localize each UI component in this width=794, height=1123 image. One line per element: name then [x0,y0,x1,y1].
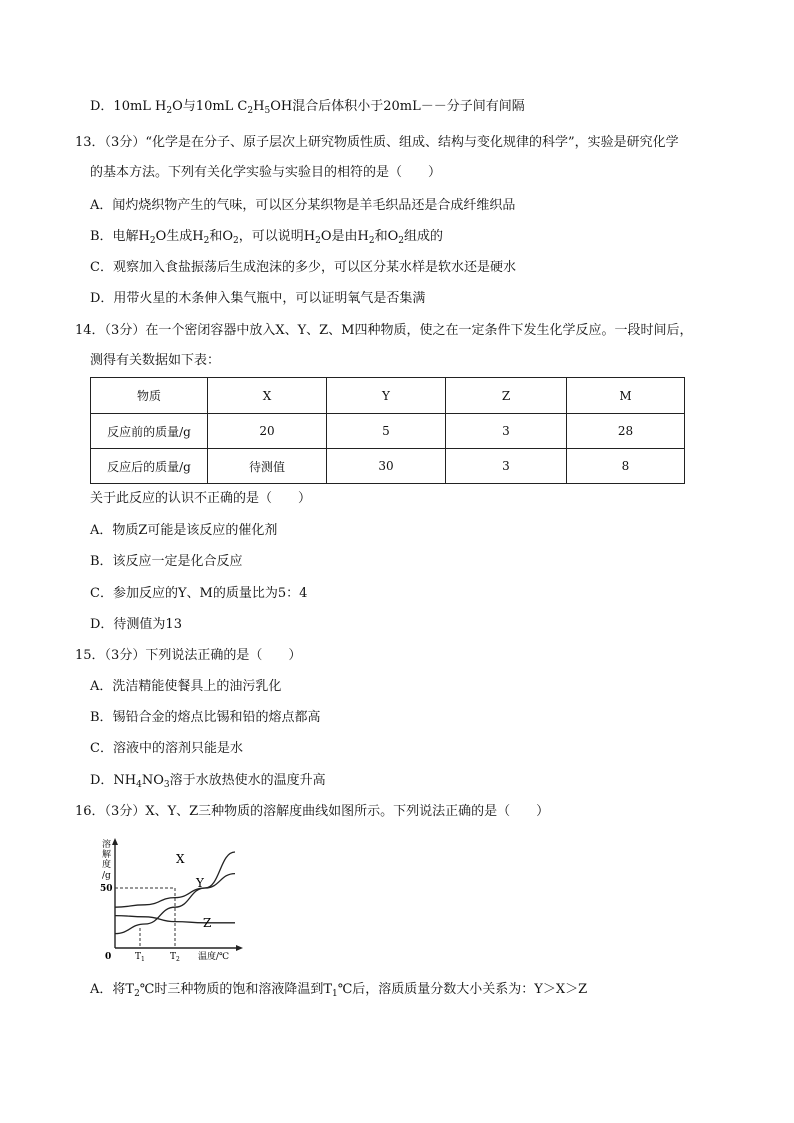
q14-stem-line1: 14．（3分）在一个密闭容器中放入X、Y、Z、M四种物质，使之在一定条件下发生化学反应。一段时间后， [75,323,693,338]
ylabel-char: 度 [102,860,112,870]
table-cell: 28 [567,414,685,449]
table-header-cell: Z [446,378,567,414]
table-header-row [91,378,685,414]
table-cell: 反应前的质量/g [91,414,208,449]
ylabel-char: 解 [102,850,112,860]
q14-option-a: A．物质Z可能是该反应的催化剂 [90,523,278,538]
q15-option-a: A．洗洁精能使餐具上的油污乳化 [90,679,282,694]
table-cell: 5 [327,414,446,449]
ylabel-char: 溶 [102,840,112,850]
q14-stem-line2: 测得有关数据如下表： [90,353,221,368]
q15-stem: 15．（3分）下列说法正确的是（ ） [75,648,302,663]
series-label-z: Z [203,916,212,930]
y-axis-arrow [112,838,118,845]
x-axis-arrow [236,945,243,951]
q13-option-b: B．电解$H_2O$生成$H_2$和$O_2$，可以说明$H_2O$是由$H_2$和$O_2$组成的 [90,229,443,246]
table-cell: 待测值 [208,449,327,484]
origin-label: 0 [105,952,112,962]
x-axis-label: 温度/℃ [198,952,230,962]
q14-question: 关于此反应的认识不正确的是（ ） [90,491,312,506]
table-cell: 3 [446,414,567,449]
y-tick-label-50: 50 [100,884,113,894]
table-header-cell: M [567,378,685,414]
table-cell: 8 [567,449,685,484]
q14-option-d: D．待测值为13 [90,617,182,632]
q14-option-b: B．该反应一定是化合反应 [90,554,243,569]
series-label-y: Y [196,876,204,890]
series-label-x: X [176,852,185,866]
solubility-chart [100,838,245,963]
ylabel-char: /g [102,871,111,881]
q15-option-b: B．锡铅合金的熔点比锡和铅的熔点都高 [90,710,321,725]
x-tick-label-t2: $T_2$ [170,952,180,963]
table-cell: 30 [327,449,446,484]
table-cell: 20 [208,414,327,449]
q13-option-c: C．观察加入食盐振荡后生成泡沫的多少，可以区分某水样是软水还是硬水 [90,260,516,275]
q13-option-d: D．用带火星的木条伸入集气瓶中，可以证明氧气是否集满 [90,291,426,306]
table-cell: 反应后的质量/g [91,449,208,484]
x-tick-label-t1: $T_1$ [135,952,145,963]
q13-stem-line2: 的基本方法。下列有关化学实验与实验目的相符的是（ ） [90,165,442,180]
q15-option-d: D．$NH_4NO_3$溶于水放热使水的温度升高 [90,773,326,790]
q12-option-d: D．10mL $H_2O$与10mL $C_2H_5OH$混合后体积小于20mL－－分子间有间隔 [90,99,525,116]
q16-option-a: A．将$T_2℃$时三种物质的饱和溶液降温到$T_1℃$后，溶质质量分数大小关系为：Y＞X＞Z [90,982,588,999]
table-row [91,414,685,449]
q14-option-c: C．参加反应的Y、M的质量比为5：4 [90,586,308,601]
q16-stem: 16．（3分）X、Y、Z三种物质的溶解度曲线如图所示。下列说法正确的是（ ） [75,804,550,819]
q13-stem-line1: 13．（3分）“化学是在分子、原子层次上研究物质性质、组成、结构与变化规律的科学”，实验是研究化学 [75,135,679,150]
table-cell: 3 [446,449,567,484]
q13-option-a: A．闻灼烧织物产生的气味，可以区分某织物是羊毛织品还是合成纤维织品 [90,198,516,213]
table-row [91,449,685,484]
table-header-cell: X [208,378,327,414]
table-header-cell: 物质 [91,378,208,414]
q15-option-c: C．溶液中的溶剂只能是水 [90,741,243,756]
table-header-cell: Y [327,378,446,414]
q14-data-table [90,377,685,484]
